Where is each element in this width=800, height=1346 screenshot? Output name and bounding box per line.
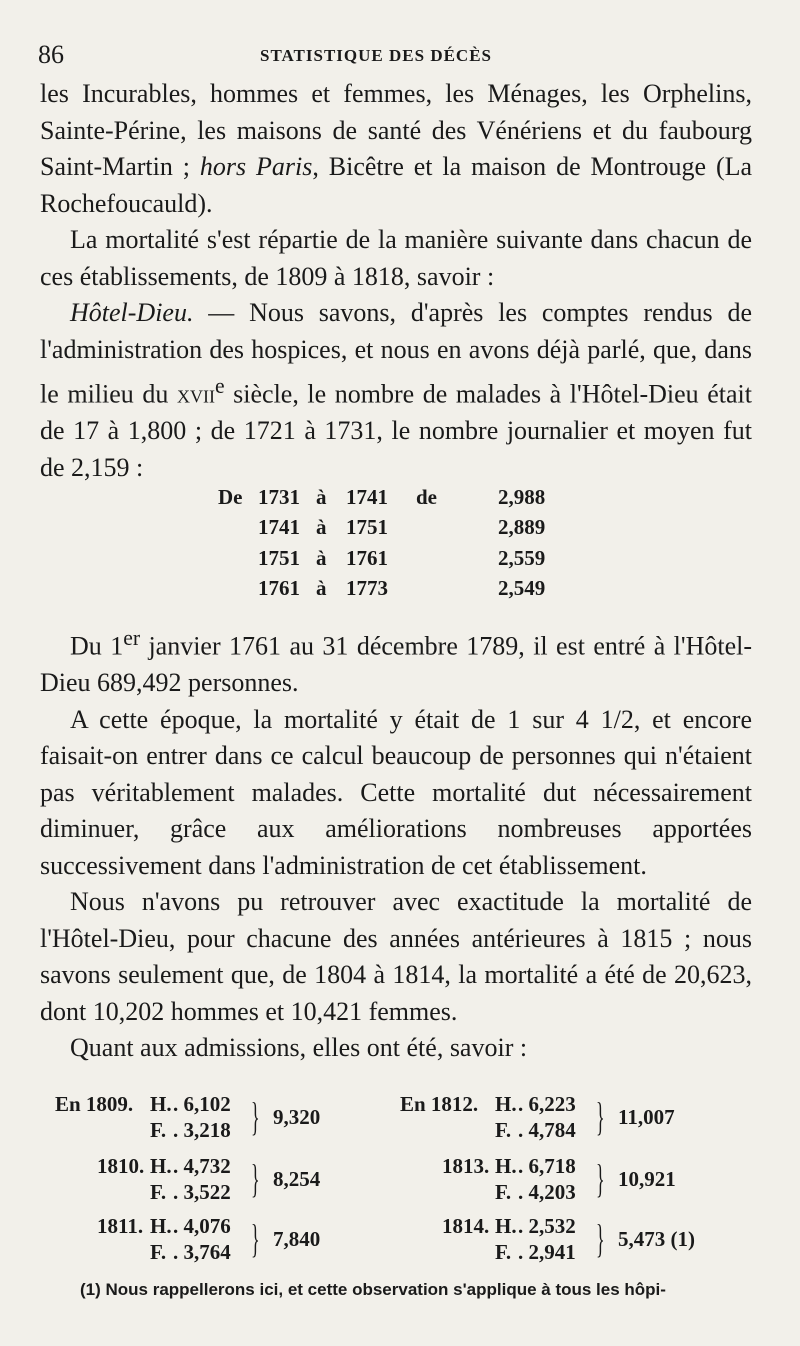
admission-f-label: F.	[495, 1240, 512, 1264]
brace-glyph: }	[251, 1094, 260, 1139]
daily-average-row	[218, 482, 578, 512]
admission-hommes: . 6,102	[173, 1092, 231, 1116]
admission-h-label: H.	[150, 1092, 172, 1116]
daily-average-table	[218, 482, 578, 603]
daily-average-to: 1751	[346, 515, 388, 540]
paragraph-hotel-dieu: Hôtel-Dieu. — Nous savons, d'après les comptes rendus de l'administration des hospices, et nous en avons déjà parlé, que, dans le milieu du xvii$^e$ siècle, le nombre de malades à l'Hôtel-Dieu était de 17 à 1,800 ; de 1721 à 1731, le nombre journalier et moyen fut de 2,159 :	[40, 298, 752, 482]
daily-average-sep: à	[316, 485, 327, 509]
admission-year: 1814.	[442, 1214, 490, 1238]
admission-total: 8,254	[273, 1167, 321, 1191]
admission-total: 7,840	[273, 1227, 321, 1251]
admission-total: 5,473 (1)	[618, 1227, 695, 1251]
paragraph-2: La mortalité s'est répartie de la manière suivante dans chacun de ces établissements, de 1809 à 1818, savoir :	[40, 225, 752, 291]
brace-glyph: }	[596, 1156, 605, 1201]
admission-year: 1811.	[97, 1214, 144, 1238]
daily-average-prefix: De	[218, 485, 243, 509]
admission-f-label: F.	[150, 1180, 167, 1204]
admission-f-label: F.	[495, 1180, 512, 1204]
admission-h-label: H.	[150, 1154, 172, 1178]
daily-average-to: 1761	[346, 545, 388, 570]
admission-femmes: . 2,941	[518, 1240, 576, 1264]
admission-year: En 1809.	[55, 1092, 134, 1116]
admission-f-label: F.	[150, 1240, 167, 1264]
admission-femmes: . 4,784	[518, 1118, 576, 1142]
daily-average-from: 1741	[258, 515, 300, 540]
daily-average-sep: à	[316, 575, 327, 600]
daily-average-row	[218, 543, 578, 573]
admission-hommes: . 4,076	[173, 1214, 231, 1238]
admission-hommes: . 4,732	[173, 1154, 231, 1178]
admission-year: 1813.	[442, 1154, 490, 1178]
daily-average-row	[218, 573, 578, 603]
admission-h-label: H.	[495, 1214, 517, 1238]
body-text	[40, 76, 752, 486]
running-title: STATISTIQUE DES DÉCÈS	[260, 46, 493, 65]
page-header	[38, 40, 758, 70]
hors-paris-italic: hors Paris	[199, 152, 313, 181]
daily-average-value: 2,549	[498, 575, 546, 600]
daily-average-from: 1731	[258, 485, 300, 509]
century-numeral: xvii	[176, 379, 215, 409]
footnote: (1) Nous rappellerons ici, et cette observation s'applique à tous les hôpi-	[80, 1280, 666, 1299]
daily-average-row	[218, 512, 578, 542]
admission-total: 9,320	[273, 1105, 321, 1129]
brace-glyph: }	[251, 1156, 260, 1201]
admission-h-label: H.	[150, 1214, 172, 1238]
admission-f-label: F.	[495, 1118, 512, 1142]
paragraph-admissions-intro: Quant aux admissions, elles ont été, savoir :	[70, 1033, 528, 1063]
daily-average-from: 1761	[258, 575, 300, 600]
daily-average-value: 2,559	[498, 545, 546, 570]
daily-average-suffix: de	[416, 485, 437, 509]
paragraph-mortality: A cette époque, la mortalité y était de 1 sur 4 1/2, et encore faisait-on entrer dans ce calcul beaucoup de personnes qui n'étaient pas véritablement malades. Cette mortalité dut nécessairement diminuer, grâce aux améliorations nombreuses apportées successivement dans l'administration de cet établissement.	[40, 704, 752, 880]
daily-average-to: 1773	[346, 575, 388, 600]
daily-average-sep: à	[316, 545, 327, 570]
admission-h-label: H.	[495, 1154, 517, 1178]
admission-total: 11,007	[618, 1105, 675, 1129]
admission-femmes: . 4,203	[518, 1180, 576, 1204]
brace-glyph: }	[596, 1216, 605, 1261]
paragraph-hotel-dieu-mortality: Nous n'avons pu retrouver avec exactitude la mortalité de l'Hôtel-Dieu, pour chacune des années antérieures à 1815 ; nous savons seulement que, de 1804 à 1814, la mortalité a été de 20,623, dont 10,202 hommes et 10,421 femmes.	[40, 887, 752, 1026]
admission-femmes: . 3,522	[173, 1180, 231, 1204]
brace-glyph: }	[596, 1094, 605, 1139]
daily-average-sep: à	[316, 515, 327, 540]
page-number: 86	[38, 40, 64, 69]
admission-hommes: . 2,532	[518, 1214, 576, 1238]
daily-average-to: 1741	[346, 485, 388, 509]
daily-average-value: 2,889	[498, 515, 546, 540]
body-text-continued	[40, 620, 752, 1067]
admission-year: 1810.	[97, 1154, 145, 1178]
admission-hommes: . 6,718	[518, 1154, 576, 1178]
hotel-dieu-heading: Hôtel-Dieu.	[70, 298, 194, 327]
admission-h-label: H.	[495, 1092, 517, 1116]
paragraph-1: les Incurables, hommes et femmes, les Ménages, les Orphelins, Sainte-Périne, les maisons de santé des Vénériens et du faubourg Saint-Martin ; hors Paris, Bicêtre et la maison de Montrouge (La Rochefoucauld).	[40, 79, 753, 218]
brace-glyph: }	[251, 1216, 260, 1261]
admission-femmes: . 3,764	[173, 1240, 231, 1264]
daily-average-value: 2,988	[498, 485, 546, 509]
admission-total: 10,921	[618, 1167, 676, 1191]
admission-year: En 1812.	[400, 1092, 479, 1116]
admission-hommes: . 6,223	[518, 1092, 576, 1116]
daily-average-from: 1751	[258, 545, 300, 570]
admission-femmes: . 3,218	[173, 1118, 231, 1142]
paragraph-admissions-total: Du 1er janvier 1761 au 31 décembre 1789, il est entré à l'Hôtel-Dieu 689,492 personnes.	[40, 626, 753, 698]
admission-f-label: F.	[150, 1118, 167, 1142]
